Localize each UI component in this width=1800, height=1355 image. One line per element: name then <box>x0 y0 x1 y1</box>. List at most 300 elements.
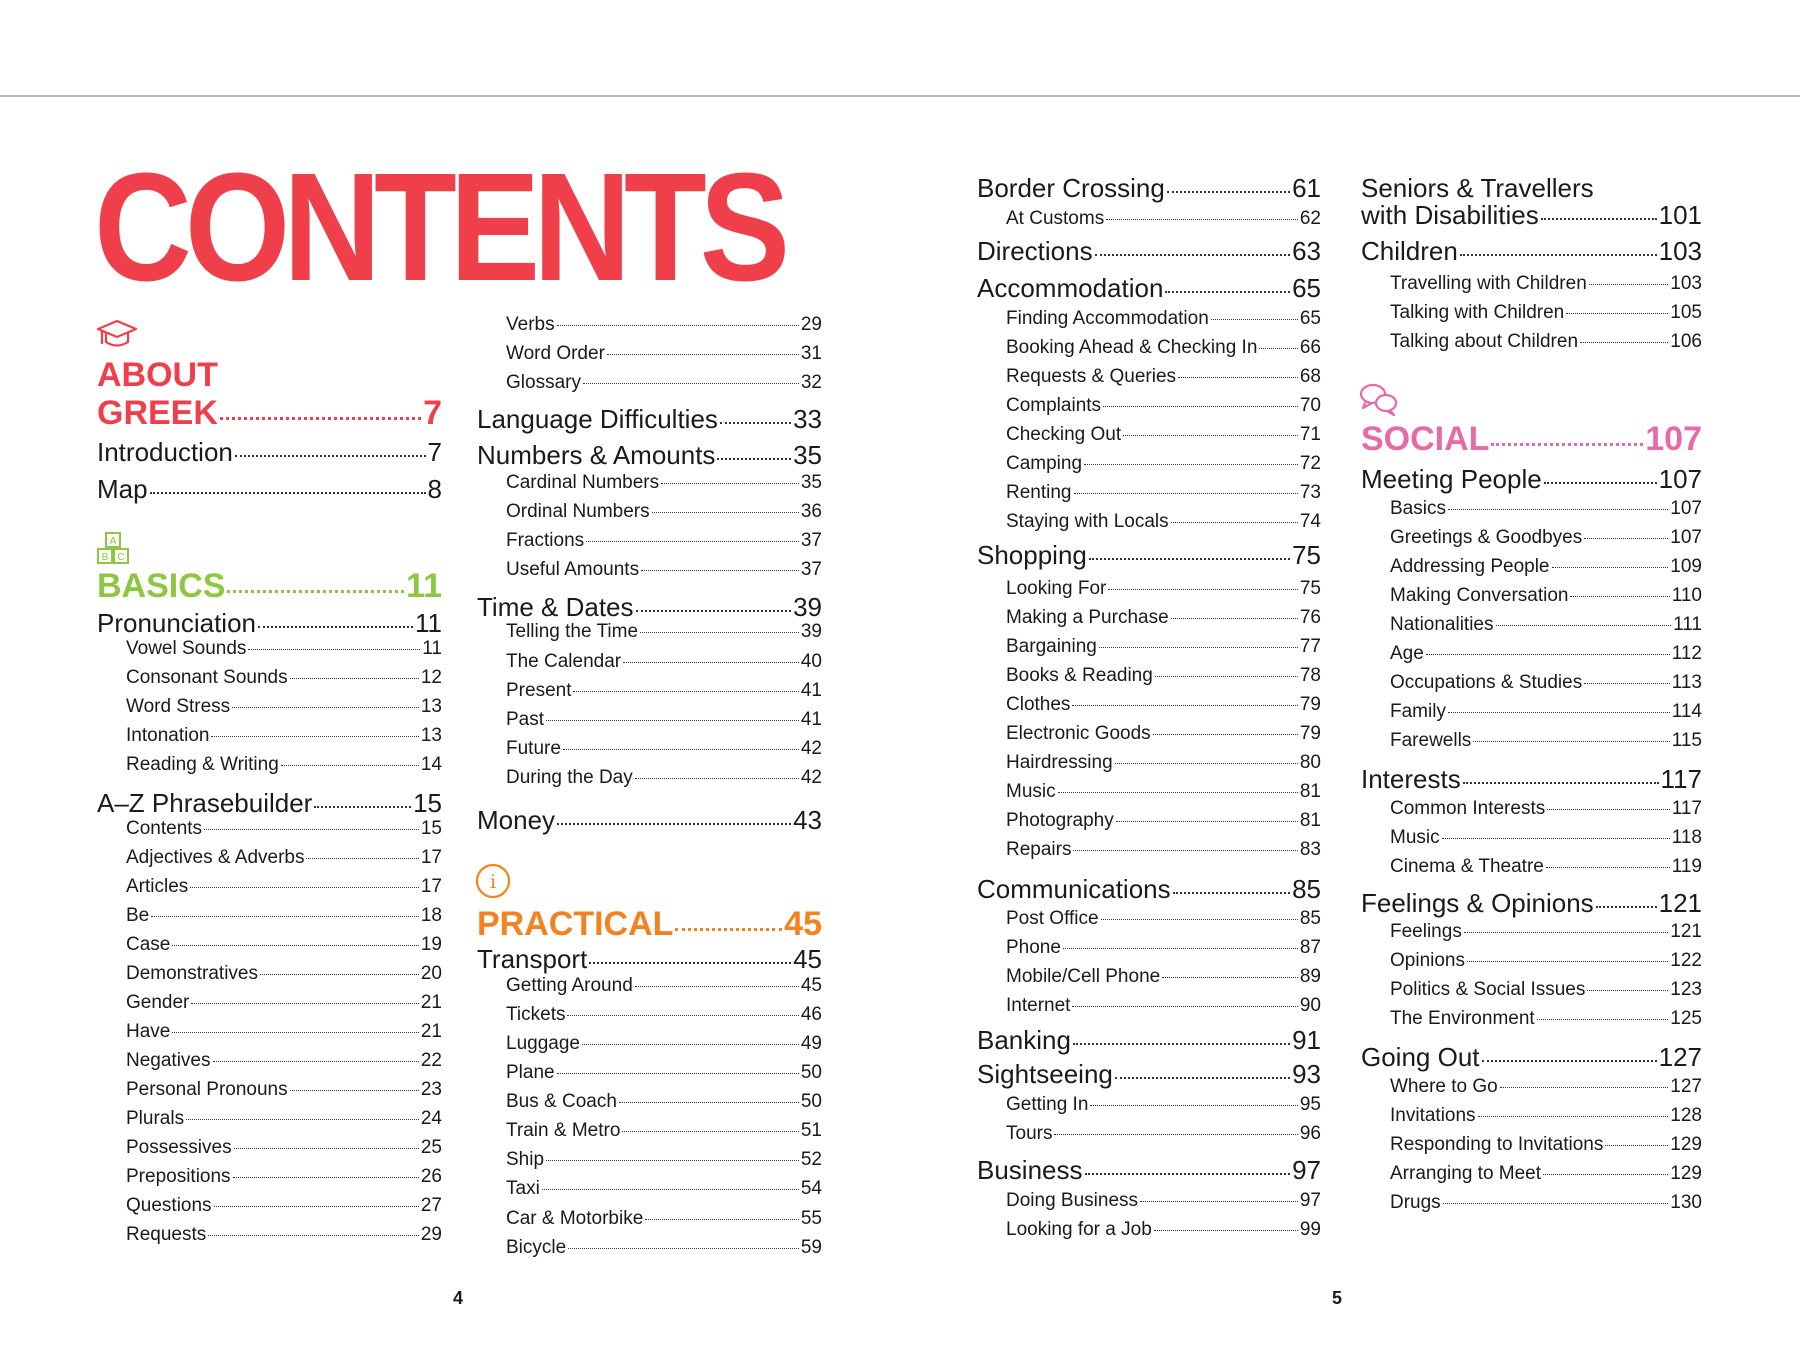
toc-entry-title: Tours <box>1006 1123 1053 1144</box>
toc-entry-page: 40 <box>800 651 822 672</box>
toc-subsection-travelling-with-children <box>1390 273 1702 295</box>
dot-leader <box>1584 683 1669 684</box>
toc-entry-title: Interests <box>1361 764 1461 794</box>
toc-entry-page: 103 <box>1658 236 1702 266</box>
toc-entry-page: 76 <box>1299 607 1321 628</box>
toc-entry-page: 46 <box>800 1004 822 1025</box>
toc-entry-page: 19 <box>420 934 442 955</box>
toc-entry-title: Fractions <box>506 530 585 551</box>
toc-section-children <box>1361 236 1702 267</box>
toc-subsection-doing-business <box>1006 1190 1321 1212</box>
toc-subsection-train-metro <box>506 1120 822 1142</box>
toc-entry-page: 17 <box>420 847 442 868</box>
toc-entry-page: 11 <box>422 638 442 659</box>
toc-entry-page: 121 <box>1658 888 1702 918</box>
toc-entry-title: Word Stress <box>126 696 231 717</box>
toc-subsection-nationalities <box>1390 614 1702 636</box>
toc-entry-page: 119 <box>1671 856 1702 877</box>
toc-entry-title: Getting Around <box>506 975 633 996</box>
toc-entry-page: 35 <box>793 440 822 470</box>
toc-entry-page: 24 <box>420 1108 442 1129</box>
toc-entry-page: 115 <box>1671 730 1702 751</box>
toc-entry-title: Plurals <box>126 1108 185 1129</box>
dot-leader <box>220 417 421 420</box>
toc-entry-title: GREEK <box>97 394 218 432</box>
toc-entry-title: Meeting People <box>1361 464 1542 494</box>
toc-section-business <box>977 1155 1321 1186</box>
toc-entry-page: 55 <box>800 1208 822 1229</box>
toc-entry-page: 85 <box>1292 874 1321 904</box>
dot-leader <box>619 1102 799 1103</box>
toc-subsection-during-the-day <box>506 767 822 789</box>
toc-entry-title: Directions <box>977 236 1093 266</box>
dot-leader <box>314 806 411 808</box>
toc-entry-page: 127 <box>1658 1042 1702 1072</box>
toc-entry-title: Banking <box>977 1025 1071 1055</box>
toc-entry-title: Accommodation <box>977 273 1164 303</box>
toc-entry-title: Looking for a Job <box>1006 1219 1152 1240</box>
toc-entry-page: 105 <box>1670 302 1702 323</box>
toc-section-time-dates <box>477 592 822 623</box>
toc-entry-title: Renting <box>1006 482 1072 503</box>
dot-leader <box>1491 443 1643 446</box>
toc-entry-page: 20 <box>420 963 442 984</box>
dot-leader <box>1074 493 1298 494</box>
toc-subsection-mobile-cell-phone <box>1006 966 1321 988</box>
dot-leader <box>1426 654 1670 655</box>
toc-entry-title: PRACTICAL <box>477 905 674 943</box>
toc-entry-page: 68 <box>1299 366 1321 387</box>
toc-subsection-demonstratives <box>126 963 442 985</box>
toc-entry-page: 50 <box>800 1091 822 1112</box>
toc-subsection-making-a-purchase <box>1006 607 1321 629</box>
toc-subsection-music <box>1390 827 1702 849</box>
toc-entry-title: Consonant Sounds <box>126 667 288 688</box>
dot-leader <box>306 858 418 859</box>
toc-subsection-internet <box>1006 995 1321 1017</box>
dot-leader <box>1178 377 1298 378</box>
dot-leader <box>214 1206 419 1207</box>
dot-leader <box>563 749 799 750</box>
toc-subsection-future <box>506 738 822 760</box>
toc-entry-page: 33 <box>793 404 822 434</box>
toc-entry-page: 29 <box>420 1224 442 1245</box>
toc-entry-title: Intonation <box>126 725 210 746</box>
toc-entry-page: 65 <box>1292 273 1321 303</box>
toc-subsection-vowel-sounds <box>126 638 442 660</box>
dot-leader <box>191 1003 418 1004</box>
toc-entry-page: 78 <box>1299 665 1321 686</box>
toc-subsection-music <box>1006 781 1321 803</box>
dot-leader <box>1467 961 1668 962</box>
toc-subsection-greetings-goodbyes <box>1390 527 1702 549</box>
toc-subsection-ordinal-numbers <box>506 501 822 523</box>
toc-category-basics <box>97 567 442 606</box>
toc-entry-page: 45 <box>784 905 822 943</box>
dot-leader <box>1448 712 1670 713</box>
toc-section-language-difficulties <box>477 404 822 435</box>
dot-leader <box>248 649 420 650</box>
dot-leader <box>582 1044 799 1045</box>
toc-entry-page: 41 <box>800 709 822 730</box>
toc-entry-page: 7 <box>427 437 442 467</box>
dot-leader <box>1566 313 1668 314</box>
toc-entry-page: 15 <box>413 788 442 818</box>
toc-entry-page: 11 <box>406 567 442 605</box>
toc-subsection-car-motorbike <box>506 1208 822 1230</box>
toc-subsection-hairdressing <box>1006 752 1321 774</box>
toc-entry-title: Cinema & Theatre <box>1390 856 1544 877</box>
toc-entry-page: 31 <box>800 343 822 364</box>
dot-leader <box>546 720 799 721</box>
speech-bubbles-icon <box>1358 382 1400 418</box>
dot-leader <box>1058 792 1298 793</box>
dot-leader <box>190 887 419 888</box>
toc-entry-title: Plane <box>506 1062 555 1083</box>
svg-text:A: A <box>109 536 117 547</box>
toc-entry-title: Age <box>1390 643 1424 664</box>
graduation-cap-icon <box>96 318 138 352</box>
dot-leader <box>1584 538 1668 539</box>
toc-category-about <box>97 356 442 395</box>
toc-entry-title: Talking with Children <box>1390 302 1565 323</box>
toc-entry-page: 103 <box>1670 273 1702 294</box>
toc-subsection-verbs <box>506 314 822 336</box>
toc-entry-title: Talking about Children <box>1390 331 1579 352</box>
toc-entry-page: 12 <box>420 667 442 688</box>
toc-subsection-age <box>1390 643 1702 665</box>
toc-entry-title: Border Crossing <box>977 173 1165 203</box>
toc-category-social <box>1361 420 1702 459</box>
dot-leader <box>1153 734 1298 735</box>
dot-leader <box>1544 482 1657 484</box>
toc-entry-title: Arranging to Meet <box>1390 1163 1542 1184</box>
dot-leader <box>589 962 791 964</box>
dot-leader <box>1570 596 1669 597</box>
toc-entry-page: 65 <box>1299 308 1321 329</box>
dot-leader <box>1103 406 1298 407</box>
dot-leader <box>1587 990 1668 991</box>
dot-leader <box>675 928 782 931</box>
toc-entry-title: Taxi <box>506 1178 540 1199</box>
toc-subsection-prepositions <box>126 1166 442 1188</box>
dot-leader <box>635 778 799 779</box>
toc-entry-page: 25 <box>420 1137 442 1158</box>
dot-leader <box>1537 1019 1669 1020</box>
toc-entry-page: 81 <box>1299 781 1321 802</box>
toc-subsection-family <box>1390 701 1702 723</box>
dot-leader <box>1464 932 1668 933</box>
dot-leader <box>1095 254 1290 256</box>
svg-text:B: B <box>101 552 109 563</box>
abc-blocks-icon <box>96 531 136 567</box>
dot-leader <box>546 1160 799 1161</box>
toc-entry-title: Telling the Time <box>506 621 639 642</box>
toc-subsection-past <box>506 709 822 731</box>
toc-entry-title: Music <box>1006 781 1056 802</box>
toc-entry-title: Adjectives & Adverbs <box>126 847 305 868</box>
toc-entry-title: Family <box>1390 701 1446 722</box>
dot-leader <box>1482 1060 1657 1062</box>
toc-entry-title: Checking Out <box>1006 424 1122 445</box>
toc-entry-title: Opinions <box>1390 950 1465 971</box>
dot-leader <box>204 829 419 830</box>
toc-entry-title: Bicycle <box>506 1237 567 1258</box>
dot-leader <box>234 1148 419 1149</box>
dot-leader <box>232 707 419 708</box>
toc-subsection-articles <box>126 876 442 898</box>
dot-leader <box>150 492 426 494</box>
toc-subsection-feelings <box>1390 921 1702 943</box>
toc-entry-page: 114 <box>1671 701 1702 722</box>
toc-entry-page: 13 <box>420 725 442 746</box>
info-icon <box>474 862 512 900</box>
toc-entry-title: Negatives <box>126 1050 211 1071</box>
dot-leader <box>557 823 791 825</box>
toc-entry-title: Children <box>1361 236 1458 266</box>
toc-entry-page: 45 <box>800 975 822 996</box>
toc-entry-title: Politics & Social Issues <box>1390 979 1586 1000</box>
toc-entry-title: Ship <box>506 1149 545 1170</box>
toc-entry-title: A–Z Phrasebuilder <box>97 788 313 818</box>
toc-entry-title: Car & Motorbike <box>506 1208 644 1229</box>
toc-entry-title: Seniors & Travellers <box>1361 173 1594 203</box>
toc-subsection-personal-pronouns <box>126 1079 442 1101</box>
toc-entry-page: 72 <box>1299 453 1321 474</box>
dot-leader <box>1108 589 1298 590</box>
toc-subsection-occupations-studies <box>1390 672 1702 694</box>
toc-entry-title: Making Conversation <box>1390 585 1569 606</box>
toc-subsection-bicycle <box>506 1237 822 1259</box>
page-number-right: 5 <box>1332 1288 1343 1308</box>
toc-subsection-getting-in <box>1006 1094 1321 1116</box>
dot-leader <box>568 1248 799 1249</box>
toc-entry-title: Booking Ahead & Checking In <box>1006 337 1258 358</box>
toc-section-with-disabilities <box>1361 200 1702 231</box>
dot-leader <box>213 1061 419 1062</box>
toc-subsection-booking-ahead-checking-in <box>1006 337 1321 359</box>
toc-entry-title: Money <box>477 805 556 835</box>
toc-entry-page: 77 <box>1299 636 1321 657</box>
toc-entry-page: 8 <box>427 474 442 504</box>
toc-entry-title: Making a Purchase <box>1006 607 1169 628</box>
toc-section-numbers-amounts <box>477 440 822 471</box>
toc-entry-title: Going Out <box>1361 1042 1480 1072</box>
toc-subsection-photography <box>1006 810 1321 832</box>
toc-section-interests <box>1361 764 1702 795</box>
toc-entry-title: with Disabilities <box>1361 200 1539 230</box>
toc-entry-title: Case <box>126 934 171 955</box>
dot-leader <box>557 325 799 326</box>
dot-leader <box>1162 977 1298 978</box>
dot-leader <box>1123 435 1298 436</box>
dot-leader <box>172 945 419 946</box>
toc-subsection-finding-accommodation <box>1006 308 1321 330</box>
toc-entry-page: 39 <box>800 621 822 642</box>
toc-entry-title: Invitations <box>1390 1105 1476 1126</box>
toc-entry-page: 129 <box>1670 1163 1702 1184</box>
toc-entry-title: Useful Amounts <box>506 559 640 580</box>
toc-subsection-at-customs <box>1006 208 1321 230</box>
toc-entry-title: Possessives <box>126 1137 232 1158</box>
toc-entry-page: 21 <box>420 1021 442 1042</box>
toc-entry-title: Have <box>126 1021 171 1042</box>
dot-leader <box>1073 1043 1290 1045</box>
toc-entry-title: Contents <box>126 818 203 839</box>
dot-leader <box>557 1073 799 1074</box>
toc-entry-page: 129 <box>1670 1134 1702 1155</box>
toc-subsection-repairs <box>1006 839 1321 861</box>
dot-leader <box>640 632 799 633</box>
toc-entry-title: Basics <box>1390 498 1446 519</box>
toc-subsection-clothes <box>1006 694 1321 716</box>
toc-entry-title: Clothes <box>1006 694 1071 715</box>
toc-subsection-common-interests <box>1390 798 1702 820</box>
toc-subsection-responding-to-invitations <box>1390 1134 1702 1156</box>
toc-entry-title: Hairdressing <box>1006 752 1113 773</box>
toc-entry-title: Travelling with Children <box>1390 273 1587 294</box>
toc-section-a-z-phrasebuilder <box>97 788 442 819</box>
toc-entry-page: 43 <box>793 805 822 835</box>
toc-subsection-be <box>126 905 442 927</box>
toc-entry-page: 79 <box>1299 723 1321 744</box>
toc-section-communications <box>977 874 1321 905</box>
toc-entry-title: Drugs <box>1390 1192 1441 1213</box>
dot-leader <box>233 1177 419 1178</box>
dot-leader <box>1084 464 1298 465</box>
dot-leader <box>586 541 799 542</box>
toc-entry-title: The Calendar <box>506 651 622 672</box>
dot-leader <box>1463 782 1659 784</box>
toc-subsection-case <box>126 934 442 956</box>
toc-entry-page: 118 <box>1671 827 1702 848</box>
toc-section-directions <box>977 236 1321 267</box>
dot-leader <box>1596 906 1657 908</box>
dot-leader <box>645 1219 799 1220</box>
toc-subsection-making-conversation <box>1390 585 1702 607</box>
toc-subsection-where-to-go <box>1390 1076 1702 1098</box>
toc-entry-title: Tickets <box>506 1004 566 1025</box>
dot-leader <box>290 678 419 679</box>
toc-entry-page: 42 <box>800 738 822 759</box>
toc-entry-page: 11 <box>415 608 442 638</box>
toc-entry-page: 17 <box>420 876 442 897</box>
toc-subsection-post-office <box>1006 908 1321 930</box>
toc-entry-page: 95 <box>1299 1094 1321 1115</box>
toc-entry-page: 41 <box>800 680 822 701</box>
toc-section-feelings-opinions <box>1361 888 1702 919</box>
dot-leader <box>281 765 419 766</box>
toc-entry-title: Common Interests <box>1390 798 1546 819</box>
toc-subsection-word-order <box>506 343 822 365</box>
toc-entry-page: 130 <box>1670 1192 1702 1213</box>
toc-entry-title: Photography <box>1006 810 1114 831</box>
dot-leader <box>227 590 404 593</box>
dot-leader <box>1154 1230 1298 1231</box>
toc-entry-title: Responding to Invitations <box>1390 1134 1604 1155</box>
toc-entry-title: The Environment <box>1390 1008 1535 1029</box>
toc-entry-title: Requests & Queries <box>1006 366 1177 387</box>
toc-entry-page: 91 <box>1292 1025 1321 1055</box>
toc-entry-title: Vowel Sounds <box>126 638 247 659</box>
toc-entry-title: Numbers & Amounts <box>477 440 716 470</box>
dot-leader <box>211 736 418 737</box>
toc-subsection-camping <box>1006 453 1321 475</box>
toc-entry-page: 75 <box>1292 540 1321 570</box>
toc-entry-page: 37 <box>800 530 822 551</box>
toc-subsection-the-calendar <box>506 651 822 673</box>
dot-leader <box>1072 705 1297 706</box>
toc-entry-page: 87 <box>1299 937 1321 958</box>
toc-entry-page: 101 <box>1658 200 1702 230</box>
dot-leader <box>1546 867 1670 868</box>
toc-entry-title: During the Day <box>506 767 633 788</box>
toc-subsection-staying-with-locals <box>1006 511 1321 533</box>
toc-entry-title: Future <box>506 738 561 759</box>
dot-leader <box>151 916 419 917</box>
toc-subsection-checking-out <box>1006 424 1321 446</box>
toc-entry-page: 50 <box>800 1062 822 1083</box>
toc-entry-title: Language Difficulties <box>477 404 718 434</box>
dot-leader <box>1460 254 1657 256</box>
toc-entry-page: 80 <box>1299 752 1321 773</box>
dot-leader <box>1116 821 1298 822</box>
toc-entry-title: Electronic Goods <box>1006 723 1151 744</box>
dot-leader <box>1478 1116 1669 1117</box>
toc-entry-title: Bus & Coach <box>506 1091 617 1112</box>
toc-subsection-complaints <box>1006 395 1321 417</box>
toc-section-border-crossing <box>977 173 1321 204</box>
toc-subsection-questions <box>126 1195 442 1217</box>
toc-entry-page: 89 <box>1299 966 1321 987</box>
dot-leader <box>1605 1145 1668 1146</box>
dot-leader <box>1547 809 1669 810</box>
dot-leader <box>652 512 799 513</box>
toc-entry-page: 7 <box>423 394 442 432</box>
toc-entry-title: Greetings & Goodbyes <box>1390 527 1583 548</box>
toc-entry-page: 51 <box>800 1120 822 1141</box>
toc-subsection-useful-amounts <box>506 559 822 581</box>
dot-leader <box>1442 838 1670 839</box>
dot-leader <box>1090 1105 1297 1106</box>
dot-leader <box>1589 284 1669 285</box>
dot-leader <box>1171 618 1298 619</box>
toc-entry-page: 90 <box>1299 995 1321 1016</box>
toc-entry-page: 93 <box>1292 1059 1321 1089</box>
toc-entry-title: Addressing People <box>1390 556 1550 577</box>
toc-entry-title: Where to Go <box>1390 1076 1498 1097</box>
dot-leader <box>1140 1201 1298 1202</box>
toc-entry-page: 61 <box>1292 173 1321 203</box>
dot-leader <box>260 974 419 975</box>
toc-entry-page: 79 <box>1299 694 1321 715</box>
toc-subsection-books-reading <box>1006 665 1321 687</box>
toc-entry-page: 107 <box>1670 527 1702 548</box>
toc-entry-title: Finding Accommodation <box>1006 308 1209 329</box>
toc-entry-page: 13 <box>420 696 442 717</box>
toc-section-banking <box>977 1025 1321 1056</box>
toc-entry-page: 71 <box>1299 424 1321 445</box>
toc-entry-page: 14 <box>420 754 442 775</box>
toc-section-meeting-people <box>1361 464 1702 495</box>
toc-entry-title: Past <box>506 709 545 730</box>
dot-leader <box>1165 291 1290 293</box>
toc-entry-page: 52 <box>800 1149 822 1170</box>
toc-section-map <box>97 474 442 505</box>
toc-entry-page: 113 <box>1671 672 1702 693</box>
dot-leader <box>1101 919 1298 920</box>
page-title: CONTENTS <box>94 141 784 313</box>
